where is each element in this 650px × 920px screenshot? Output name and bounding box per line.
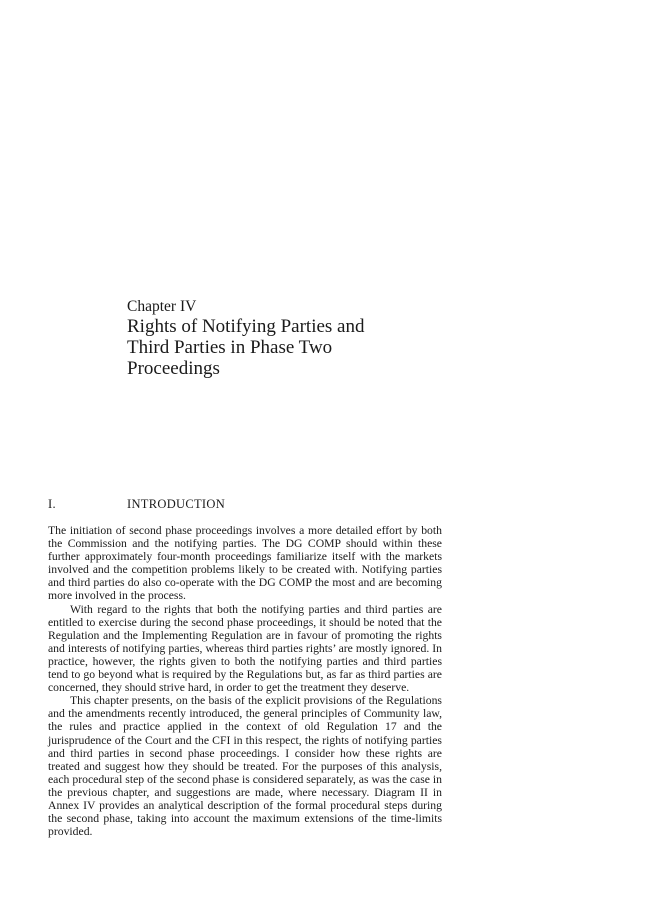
body-text: [48, 524, 442, 838]
paragraph-3: This chapter presents, on the basis of the explicit provisions of the Regulations and the amendments recently introduced, the general principles of Community law, the rules and practice applied in the context of old Regulation 17 and the jurisprudence of the Court and the CFI in this respect, the rights of notifying parties and third parties in second phase proceedings. I consider how these rights are treated and suggest how they should be treated. For the purposes of this analysis, each procedural step of the second phase is considered separately, as was the case in the previous chapter, and suggestions are made, where necessary. Diagram II in Annex IV provides an analytical description of the formal procedural steps during the second phase, taking into account the maximum extensions of the time-limits provided.: [48, 694, 442, 839]
section-number: I.: [48, 497, 56, 511]
chapter-title-line-3: Proceedings: [127, 358, 220, 379]
chapter-header: [127, 298, 467, 379]
section-title: INTRODUCTION: [127, 497, 226, 511]
chapter-title-line-1: Rights of Notifying Parties and: [127, 316, 365, 337]
chapter-label: Chapter IV: [127, 298, 197, 315]
paragraph-2: With regard to the rights that both the notifying parties and third parties are entitled to exercise during the second phase proceedings, it should be noted that the Regulation and the Implementing Regulation are in favour of promoting the rights and interests of notifying parties, whereas third parties rights’ are mostly ignored. In practice, however, the rights given to both the notifying parties and third parties tend to go beyond what is required by the Regulations but, as far as third parties are concerned, they should strive hard, in order to get the treatment they deserve.: [48, 602, 442, 695]
paragraph-1: The initiation of second phase proceedings involves a more detailed effort by both the Commission and the notifying parties. The DG COMP should within these further approximately four-month proceedings familiarize itself with the markets involved and the competition problems likely to be created with. Notifying parties and third parties do also co-operate with the DG COMP the most and are becoming more involved in the process.: [48, 524, 442, 603]
chapter-title-line-2: Third Parties in Phase Two: [127, 337, 333, 358]
chapter-title: [127, 316, 467, 379]
